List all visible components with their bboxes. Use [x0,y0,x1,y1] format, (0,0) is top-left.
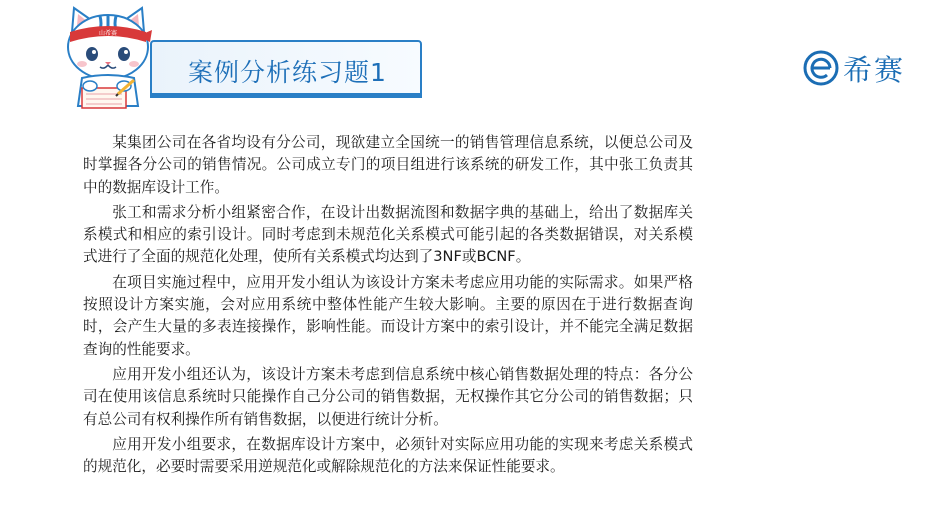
paragraph: 张工和需求分析小组紧密合作，在设计出数据流图和数据字典的基础上，给出了数据库关系模式和相应的索引设计。同时考虑到未规范化关系模式可能引起的各类数据错误，对关系模式进行了全面的规范化处理，使所有关系模式均达到了3NF或BCNF。 [83,203,693,266]
page-title: 案例分析练习题1 [188,58,387,87]
brand-logo [803,48,905,88]
brand-name: 希赛 [843,52,906,87]
mascot-hat-text: 山希赛 [99,30,118,37]
case-description [83,132,693,478]
paragraph: 应用开发小组要求，在数据库设计方案中，必须针对实际应用功能的实现来考虑关系模式的规范化，必要时需要采用逆规范化或解除规范化的方法来保证性能要求。 [83,435,693,476]
e-circle-logo-icon [803,50,839,86]
paragraph: 某集团公司在各省均设有分公司，现欲建立全国统一的销售管理信息系统，以便总公司及时掌握各分公司的销售情况。公司成立专门的项目组进行该系统的研发工作，其中张工负责其中的数据库设计工作。 [83,134,693,196]
title-banner-underline [150,93,422,98]
paragraph: 在项目实施过程中，应用开发小组认为该设计方案未考虑应用功能的实际需求。如果严格按照设计方案实施，会对应用系统中整体性能产生较大影响。主要的原因在于进行数据查询时，会产生大量的多表连接操作，影响性能。而设计方案中的索引设计，并不能完全满足数据查询的性能要求。 [83,273,693,358]
paragraph: 应用开发小组还认为，该设计方案未考虑到信息系统中核心销售数据处理的特点：各分公司在使用该信息系统时只能操作自己分公司的销售数据，无权操作其它分公司的销售数据；只有总公司有权利操作所有销售数据，以便进行统计分析。 [83,365,693,428]
cat-mascot-icon [52,2,164,110]
